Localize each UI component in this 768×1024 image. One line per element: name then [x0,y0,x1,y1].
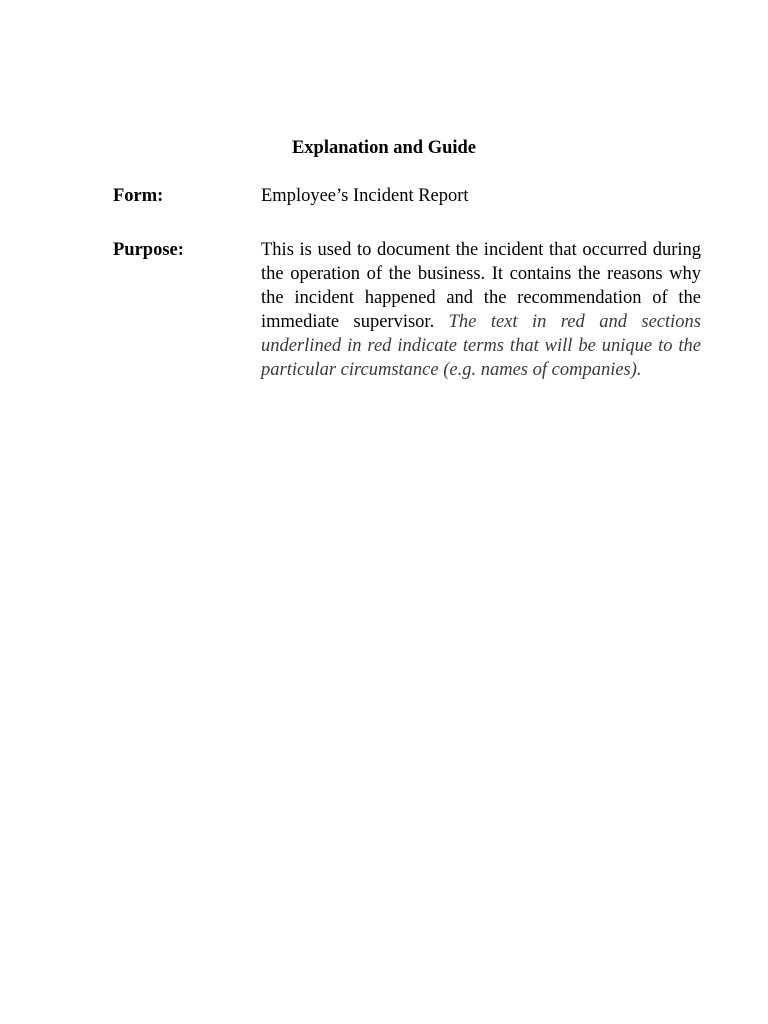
form-label: Form: [113,186,164,206]
purpose-note: The text in red and sections underlined in red indicate terms that will be unique to the particular circumstance (e.g. names of companies). [261,312,701,380]
purpose-label: Purpose: [113,240,184,260]
document-title: Explanation and Guide [291,138,477,158]
purpose-text: This is used to document the incident that occurred during the operation of the business. It contains the reasons why the incident happened and the recommendation of the immediate supervisor. [261,240,701,332]
form-value: Employee’s Incident Report [261,186,469,206]
purpose-paragraph [261,238,701,382]
